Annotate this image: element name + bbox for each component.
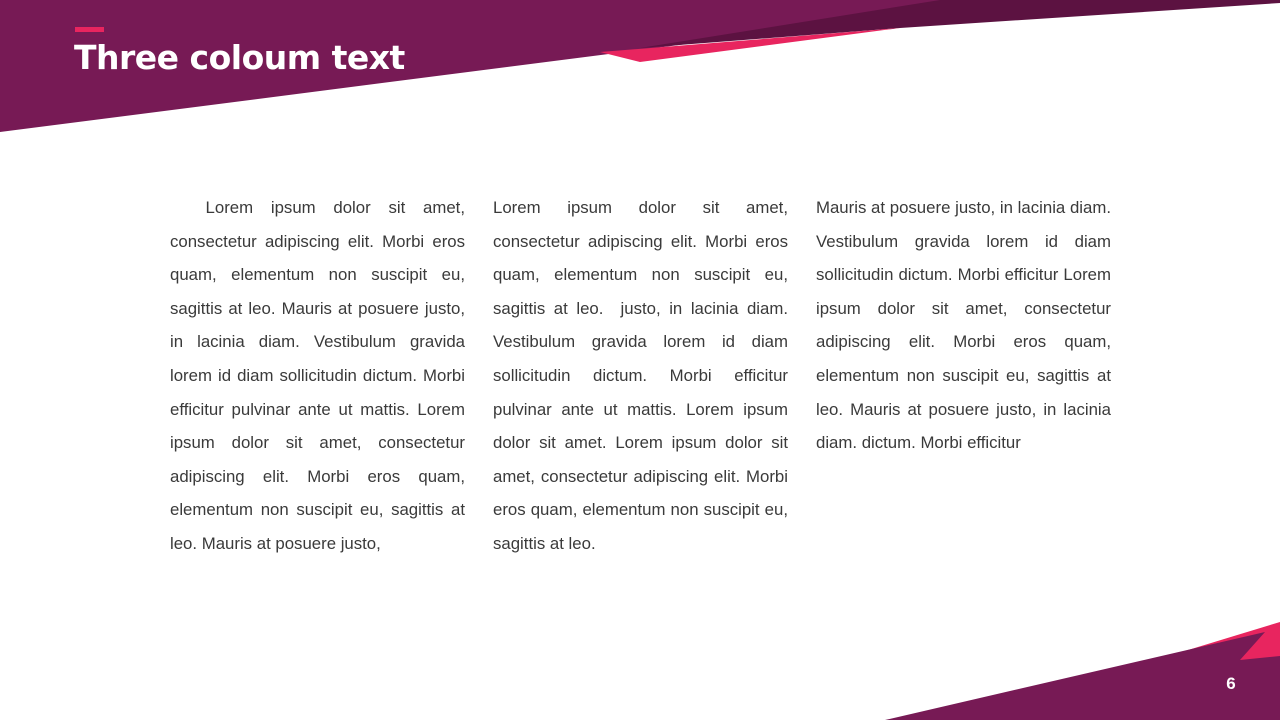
title-accent-bar — [75, 27, 104, 32]
text-column-3: Mauris at posuere justo, in lacinia diam. Vestibulum gravida lorem id diam sollicitudin dictum. Morbi efficitur Lorem ipsum dolor sit amet, consectetur adipiscing elit. Morbi eros quam, elementum non suscipit eu, sagittis at leo. Mauris at posuere justo, in lacinia diam. dictum. Morbi efficitur — [816, 198, 1111, 453]
slide-title: Three coloum text — [74, 38, 405, 77]
text-column-2: Lorem ipsum dolor sit amet, consectetur adipiscing elit. Morbi eros quam, elementum non suscipit eu, sagittis at leo. justo, in lacinia diam. Vestibulum gravida lorem id diam sollicitudin dictum. Morbi efficitur pulvinar ante ut mattis. Lorem ipsum dolor sit amet. Lorem ipsum dolor sit amet, consectetur adipiscing elit. Morbi eros quam, elementum non suscipit eu, sagittis at leo. — [493, 198, 788, 553]
text-column-1: Lorem ipsum dolor sit amet, consectetur adipiscing elit. Morbi eros quam, elementum non suscipit eu, sagittis at leo. Mauris at posuere justo, in lacinia diam. Vestibulum gravida lorem id diam sollicitudin dictum. Morbi efficitur pulvinar ante ut mattis. Lorem ipsum dolor sit amet, consectetur adipiscing elit. Morbi eros quam, elementum non suscipit eu, sagittis at leo. Mauris at posuere justo, — [170, 198, 465, 553]
slide-page-number: 6 — [1226, 674, 1236, 693]
